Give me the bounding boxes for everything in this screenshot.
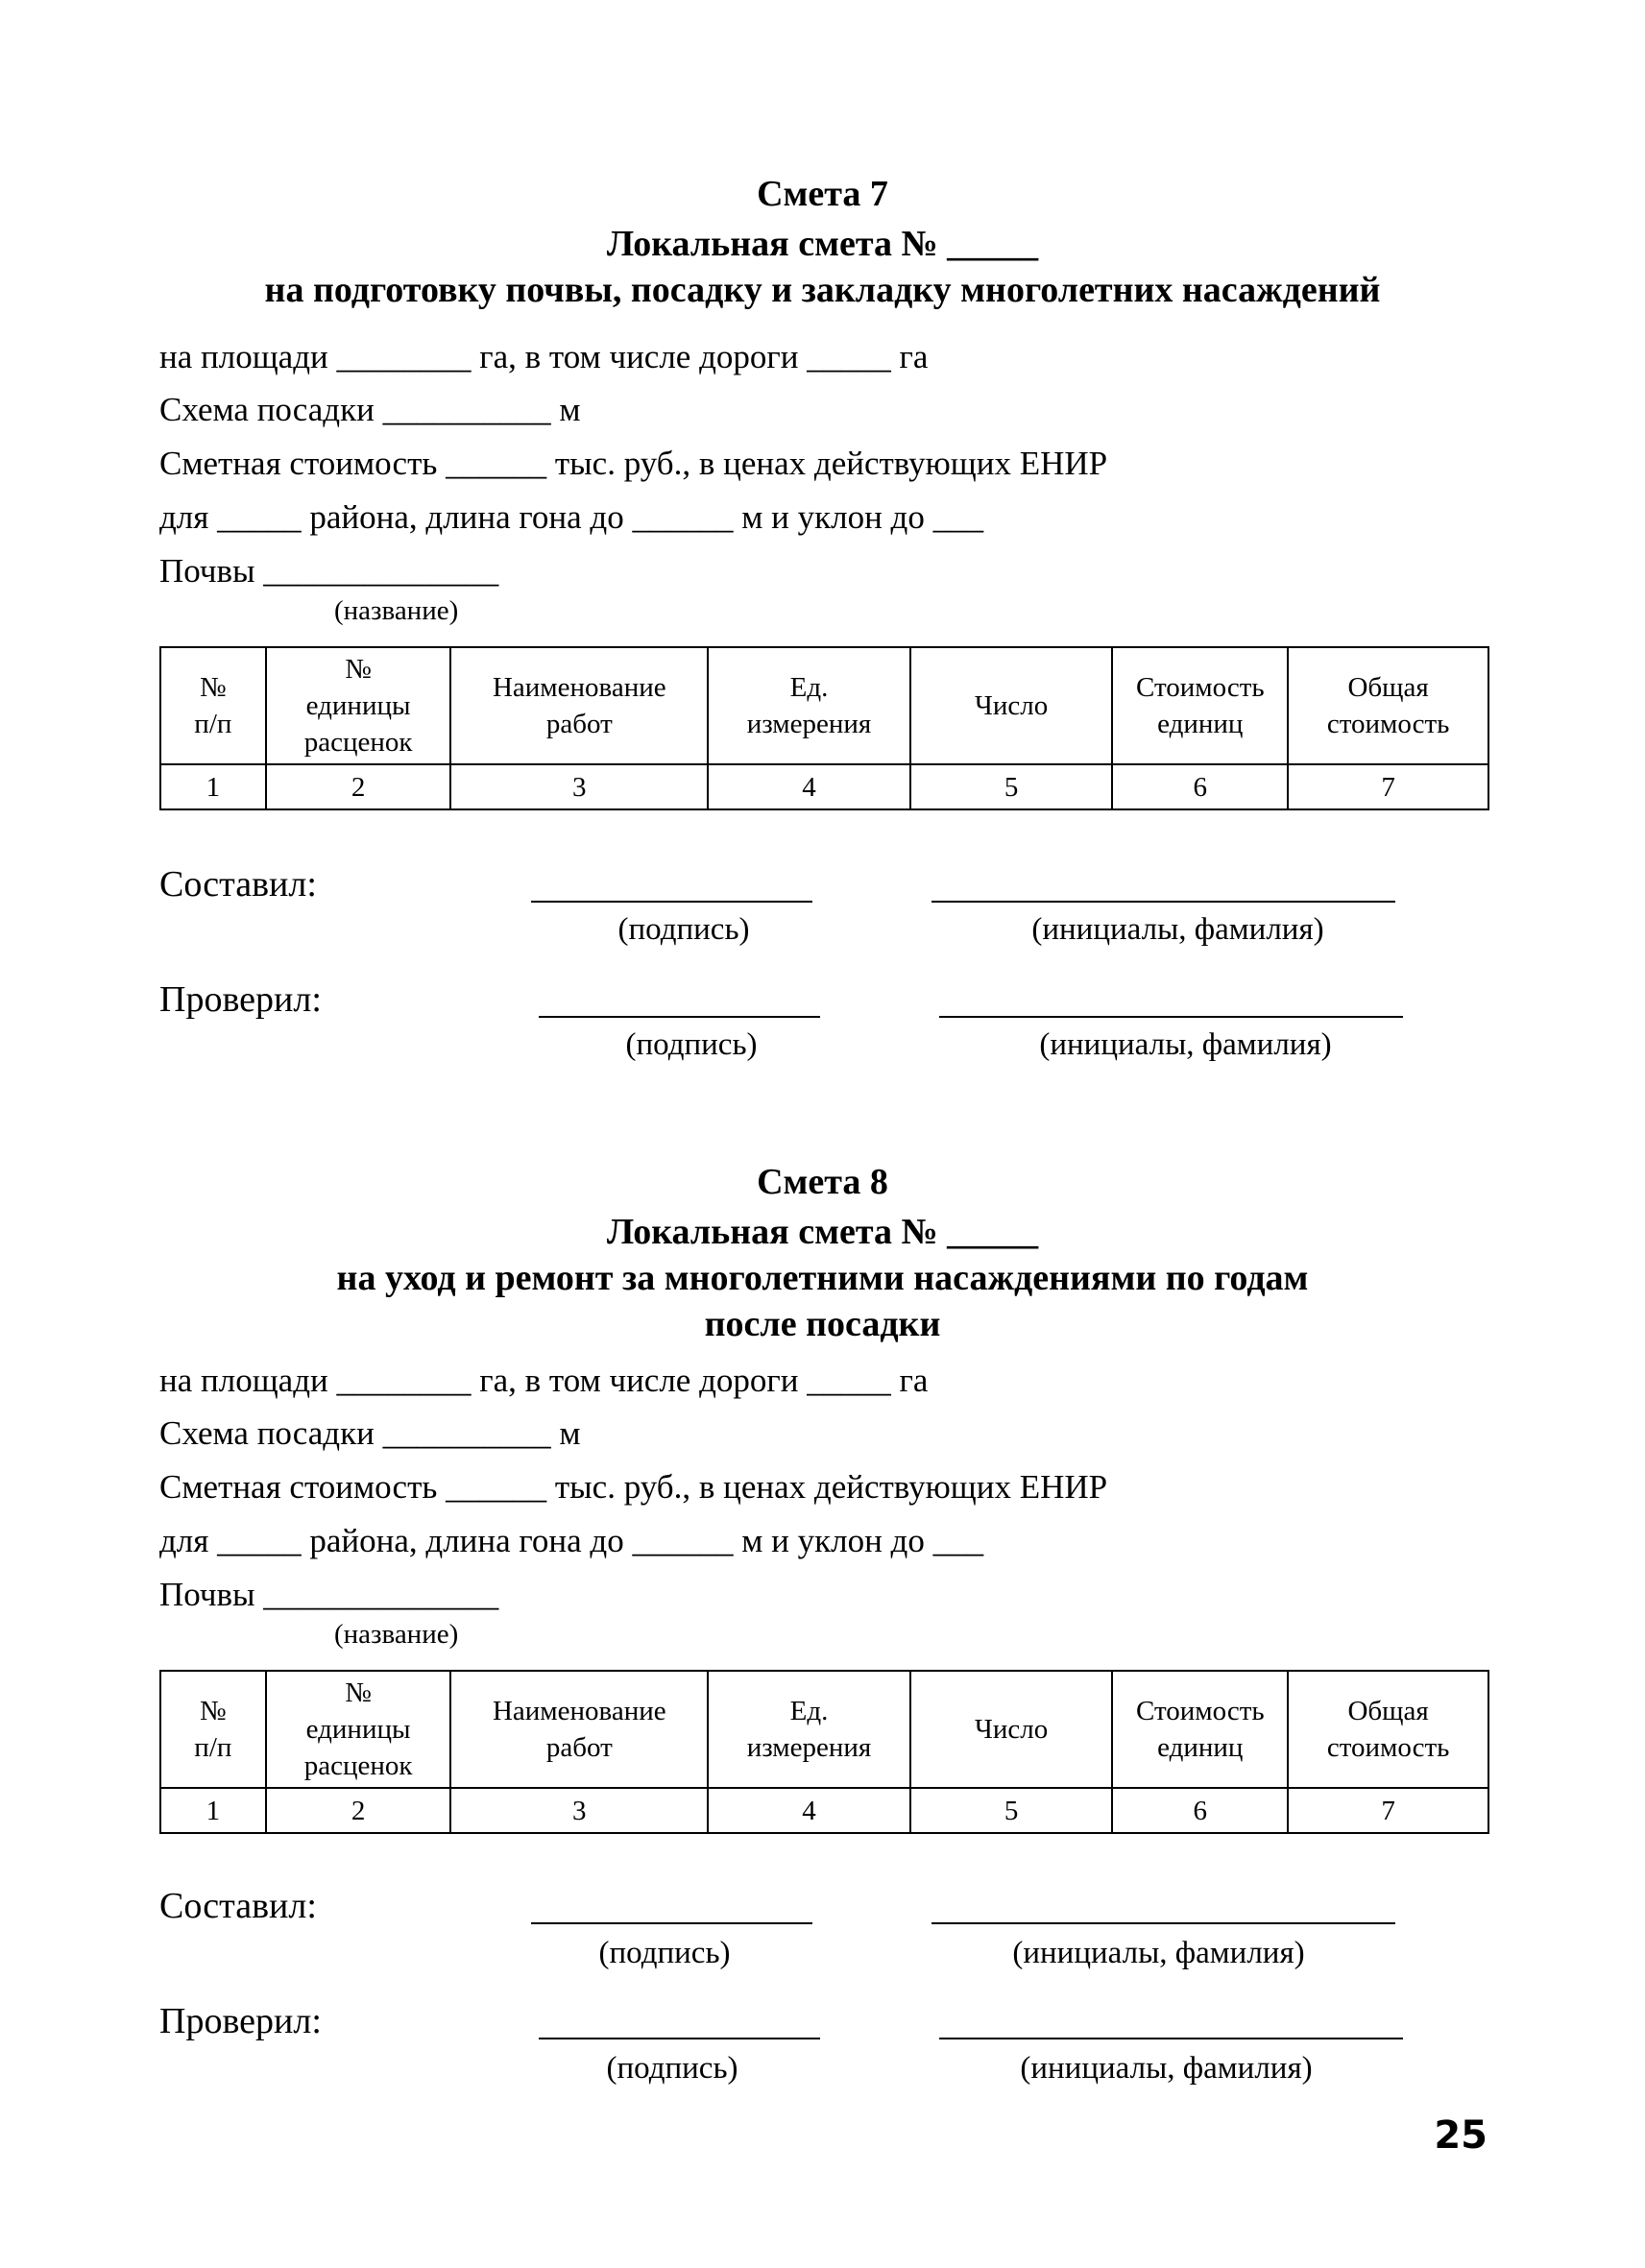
header-text-line: измерения xyxy=(746,709,872,739)
signature-line xyxy=(539,2038,820,2039)
table-row xyxy=(160,1788,1488,1833)
checked-by-label: Проверил: xyxy=(159,979,322,1020)
header-text-line: Число xyxy=(975,1714,1049,1745)
name-line xyxy=(939,1016,1403,1018)
header-text-line: единиц xyxy=(1157,709,1244,739)
column-number-cell: 7 xyxy=(1288,764,1488,809)
name-caption: (инициалы, фамилия) xyxy=(1039,1027,1332,1062)
col-header-quantity xyxy=(910,647,1113,764)
col-header-quantity xyxy=(910,1671,1113,1788)
column-number-cell: 3 xyxy=(450,1788,708,1833)
col-header-work-name xyxy=(450,647,708,764)
signature-caption: (подпись) xyxy=(606,2051,738,2086)
estimate-subtitle-line: Локальная смета № _____ xyxy=(606,224,1039,264)
header-text-line: расценок xyxy=(303,727,413,758)
header-text-line: Общая xyxy=(1347,672,1429,703)
estimate-subtitle-line: после посадки xyxy=(704,1304,941,1344)
signature-caption: (подпись) xyxy=(617,912,750,947)
header-text-line: п/п xyxy=(194,709,232,739)
estimate-subtitle-line: Локальная смета № _____ xyxy=(606,1212,1039,1252)
district-field: для _____ района, длина гона до ______ м и уклон до ___ xyxy=(159,498,984,536)
header-text-line: Ед. xyxy=(789,672,829,703)
header-text-line: единиц xyxy=(1157,1732,1244,1763)
name-caption: (инициалы, фамилия) xyxy=(1031,912,1324,947)
header-text-line: Стоимость xyxy=(1135,672,1265,703)
column-number-cell: 2 xyxy=(266,764,451,809)
column-number-cell: 4 xyxy=(708,764,910,809)
col-header-rate-number xyxy=(266,647,451,764)
header-text-line: измерения xyxy=(746,1732,872,1763)
header-text-line: работ xyxy=(545,1732,613,1763)
col-header-work-name xyxy=(450,1671,708,1788)
column-number-cell: 7 xyxy=(1288,1788,1488,1833)
column-number-cell: 6 xyxy=(1112,1788,1288,1833)
name-line xyxy=(931,1922,1395,1924)
estimate-table xyxy=(159,1670,1489,1834)
soil-caption: (название) xyxy=(334,1619,459,1650)
header-text-line: № xyxy=(200,672,227,703)
col-header-unit-cost xyxy=(1112,647,1288,764)
table-header-row xyxy=(160,1671,1488,1788)
compiled-by-label: Составил: xyxy=(159,864,317,905)
checked-by-label: Проверил: xyxy=(159,2001,322,2041)
planting-scheme-field: Схема посадки __________ м xyxy=(159,391,581,428)
header-text-line: Стоимость xyxy=(1135,1696,1265,1726)
col-header-unit xyxy=(708,647,910,764)
header-text-line: № xyxy=(345,654,372,685)
signature-line xyxy=(531,1922,812,1924)
col-header-unit xyxy=(708,1671,910,1788)
column-number-cell: 4 xyxy=(708,1788,910,1833)
column-number-cell: 5 xyxy=(910,764,1113,809)
column-number-cell: 2 xyxy=(266,1788,451,1833)
estimate-subtitle-line: на уход и ремонт за многолетними насаждениями по годам xyxy=(336,1258,1309,1298)
col-header-total-cost xyxy=(1288,1671,1488,1788)
estimate-table xyxy=(159,646,1489,810)
header-text-line: Наименование xyxy=(492,672,666,703)
name-line xyxy=(939,2038,1403,2039)
table-header-row xyxy=(160,647,1488,764)
signature-caption: (подпись) xyxy=(625,1027,758,1062)
estimated-cost-field: Сметная стоимость ______ тыс. руб., в ценах действующих ЕНИР xyxy=(159,445,1108,482)
signature-caption: (подпись) xyxy=(598,1936,731,1970)
planting-scheme-field: Схема посадки __________ м xyxy=(159,1414,581,1452)
header-text-line: стоимость xyxy=(1326,1732,1450,1763)
header-text-line: № xyxy=(345,1677,372,1708)
table-row xyxy=(160,764,1488,809)
name-caption: (инициалы, фамилия) xyxy=(1012,1936,1305,1970)
col-header-unit-cost xyxy=(1112,1671,1288,1788)
district-field: для _____ района, длина гона до ______ м и уклон до ___ xyxy=(159,1522,984,1559)
area-field: на площади ________ га, в том числе дороги _____ га xyxy=(159,338,929,375)
header-text-line: Общая xyxy=(1347,1696,1429,1726)
header-text-line: расценок xyxy=(303,1750,413,1781)
area-field: на площади ________ га, в том числе дороги _____ га xyxy=(159,1362,929,1399)
estimate-title: Смета 7 xyxy=(757,174,888,214)
col-header-index xyxy=(160,1671,266,1788)
col-header-rate-number xyxy=(266,1671,451,1788)
estimated-cost-field: Сметная стоимость ______ тыс. руб., в ценах действующих ЕНИР xyxy=(159,1468,1108,1506)
header-text-line: Ед. xyxy=(789,1696,829,1726)
column-number-cell: 3 xyxy=(450,764,708,809)
signature-line xyxy=(531,901,812,903)
soil-field: Почвы ______________ xyxy=(159,552,499,590)
page-number: 25 xyxy=(1434,2113,1488,2158)
signature-line xyxy=(539,1016,820,1018)
estimate-title: Смета 8 xyxy=(757,1162,888,1202)
header-text-line: Наименование xyxy=(492,1696,666,1726)
header-text-line: работ xyxy=(545,709,613,739)
soil-caption: (название) xyxy=(334,595,459,626)
header-text-line: п/п xyxy=(194,1732,232,1763)
estimate-subtitle-line: на подготовку почвы, посадку и закладку многолетних насаждений xyxy=(264,270,1381,310)
column-number-cell: 1 xyxy=(160,764,266,809)
header-text-line: Число xyxy=(975,690,1049,721)
header-text-line: единицы xyxy=(305,1714,411,1745)
col-header-index xyxy=(160,647,266,764)
name-line xyxy=(931,901,1395,903)
header-text-line: стоимость xyxy=(1326,709,1450,739)
header-text-line: единицы xyxy=(305,690,411,721)
compiled-by-label: Составил: xyxy=(159,1886,317,1926)
header-text-line: № xyxy=(200,1696,227,1726)
column-number-cell: 5 xyxy=(910,1788,1113,1833)
col-header-total-cost xyxy=(1288,647,1488,764)
soil-field: Почвы ______________ xyxy=(159,1576,499,1613)
column-number-cell: 6 xyxy=(1112,764,1288,809)
column-number-cell: 1 xyxy=(160,1788,266,1833)
name-caption: (инициалы, фамилия) xyxy=(1020,2051,1313,2086)
